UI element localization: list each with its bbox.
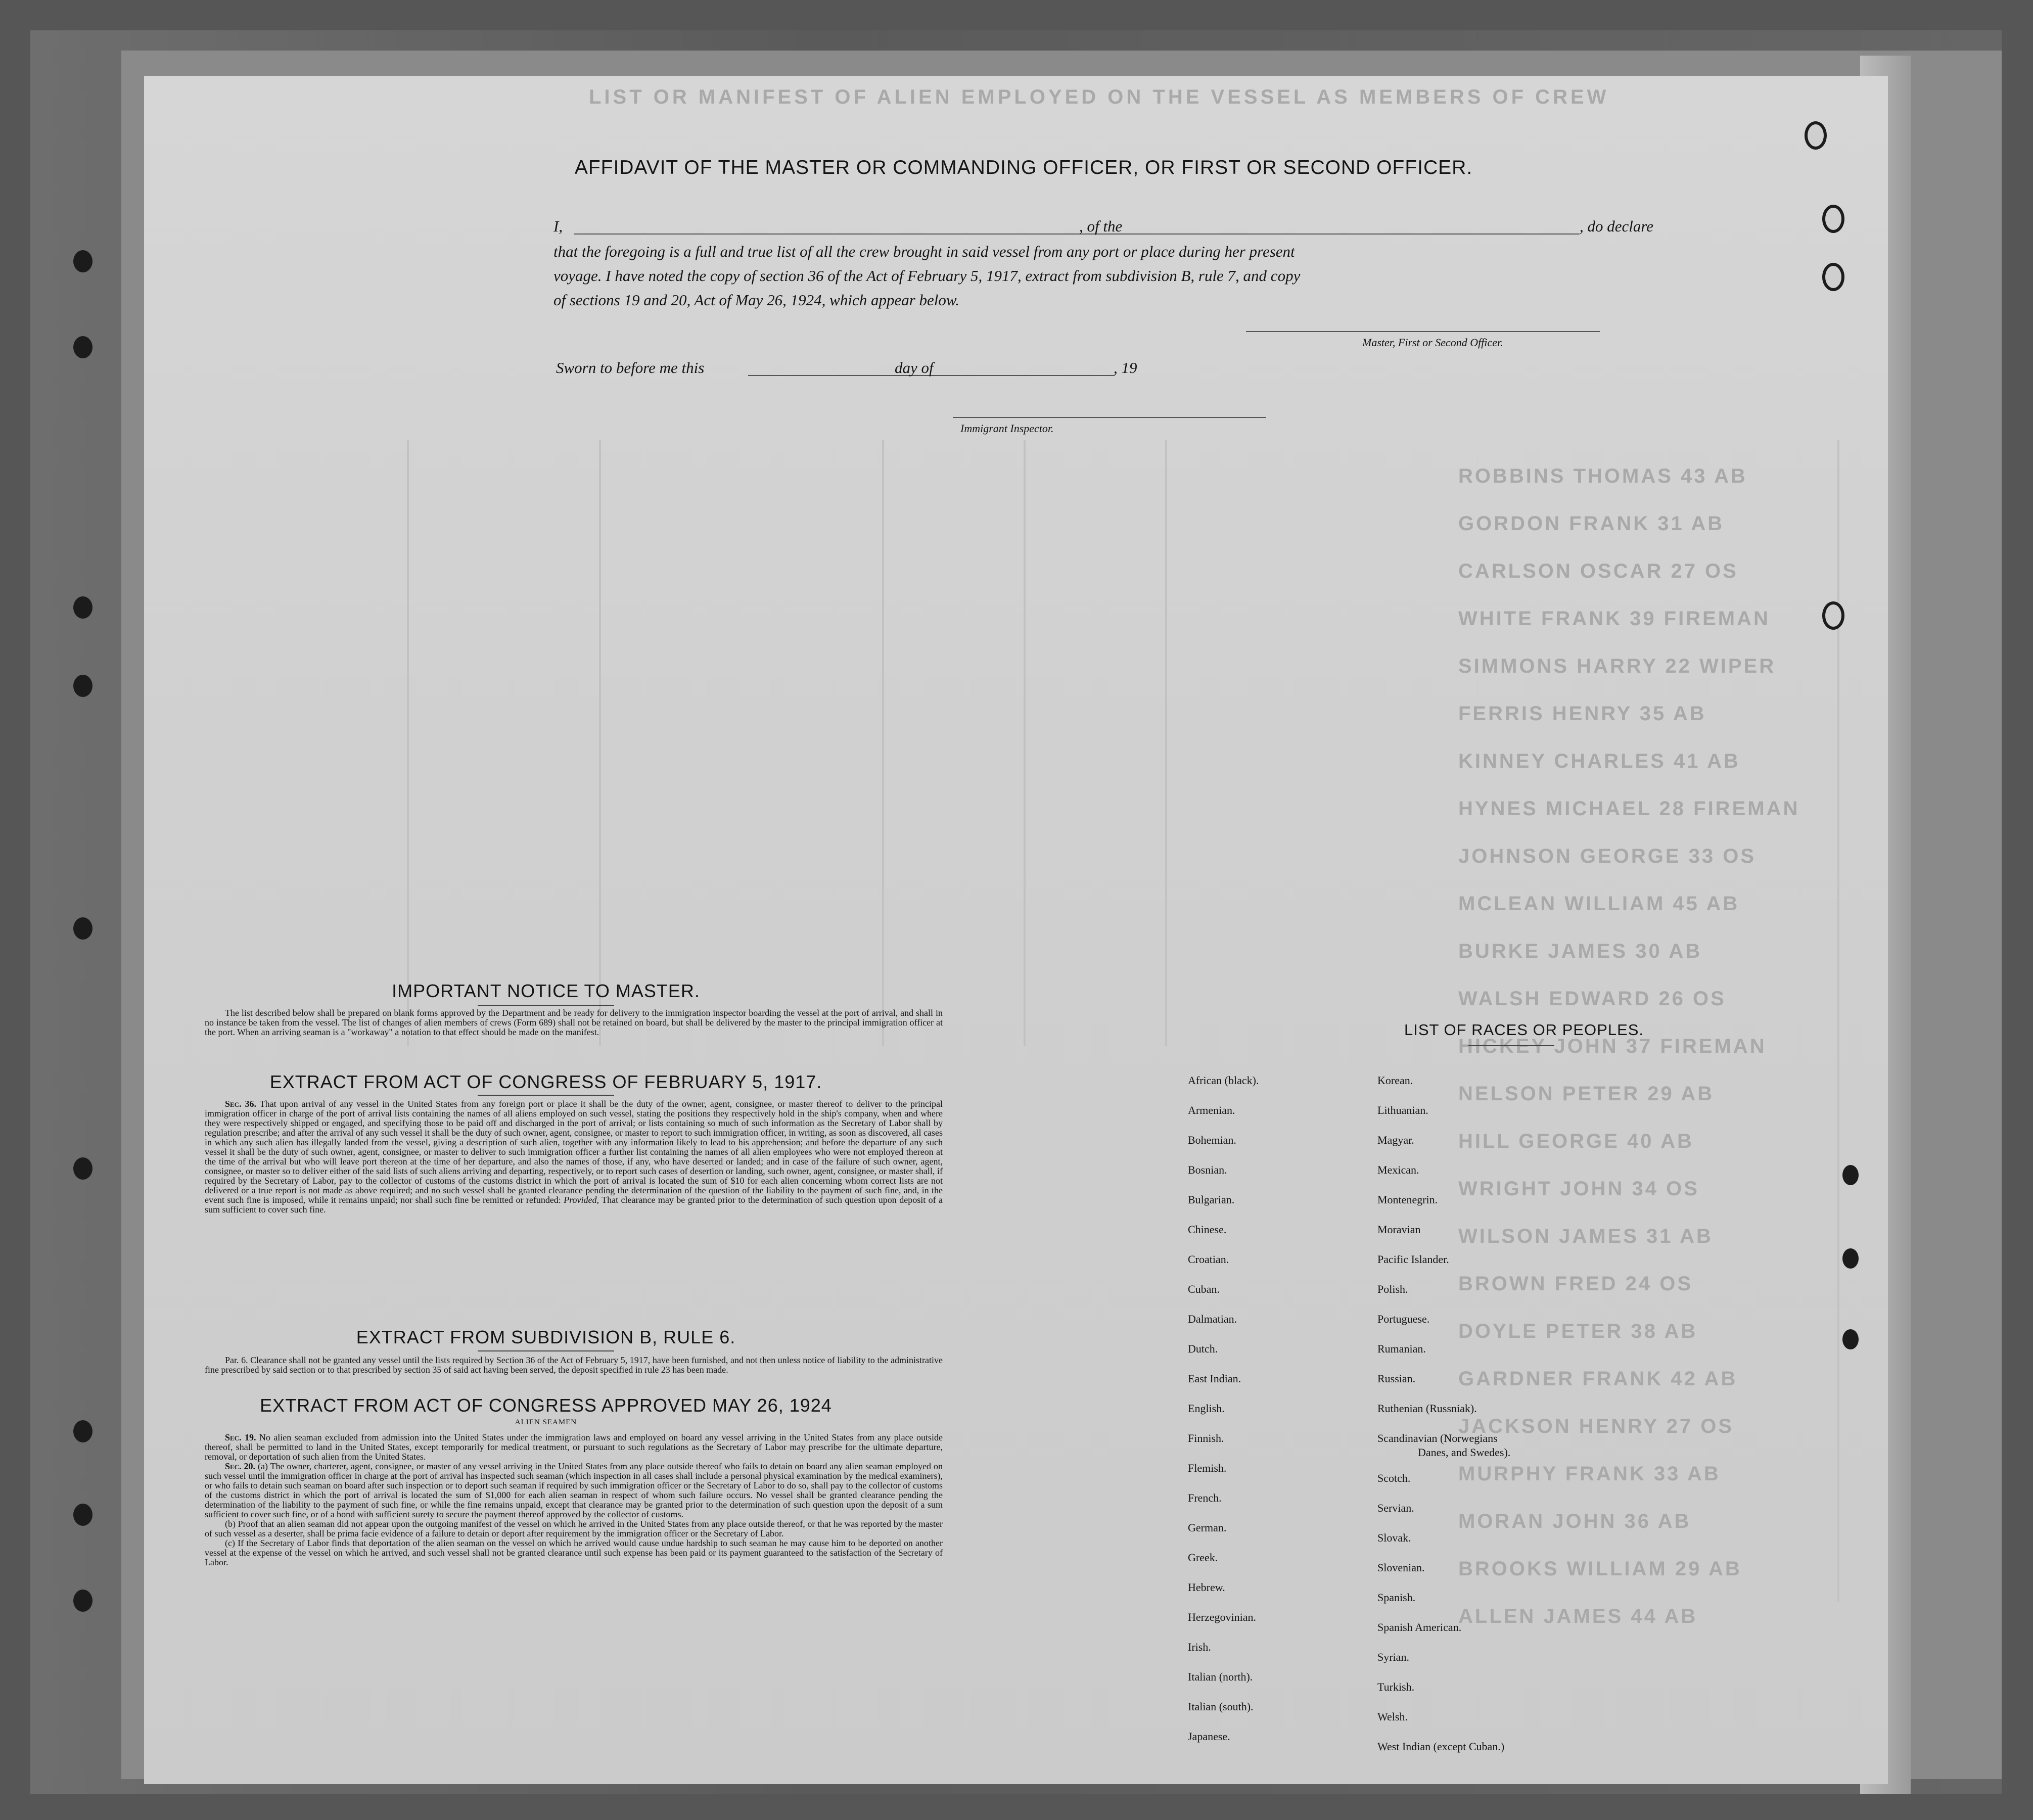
ghost-row: GORDON FRANK 31 AB <box>1458 512 1725 535</box>
month-blank[interactable] <box>948 375 1115 376</box>
inspector-label: Immigrant Inspector. <box>960 422 1054 435</box>
divider <box>478 1005 614 1006</box>
ghost-row: ROBBINS THOMAS 43 AB <box>1458 465 1747 487</box>
divider <box>478 1350 614 1351</box>
binder-hole <box>73 1157 93 1180</box>
race-item: Chinese. <box>1188 1223 1227 1236</box>
year-label: , 19 <box>1114 359 1137 377</box>
name-blank[interactable] <box>574 234 1150 235</box>
master-label: Master, First or Second Officer. <box>1362 336 1503 349</box>
race-item: English. <box>1188 1402 1225 1415</box>
race-item: Slovak. <box>1377 1531 1411 1544</box>
race-item: Korean. <box>1377 1074 1413 1087</box>
race-item: Spanish. <box>1377 1591 1416 1604</box>
divider <box>1468 1045 1554 1046</box>
race-item: Scandinavian (Norwegians <box>1377 1432 1498 1444</box>
race-item: Dalmatian. <box>1188 1313 1237 1325</box>
race-item: Lithuanian. <box>1377 1104 1428 1116</box>
affidavit-line-2: that the foregoing is a full and true list of all the crew brought in said vessel from any port or place during her present <box>553 243 1295 260</box>
sworn-label: Sworn to before me this <box>556 359 705 377</box>
race-item: Armenian. <box>1188 1104 1235 1116</box>
ghost-row: MURPHY FRANK 33 AB <box>1458 1463 1721 1485</box>
sec20b-text: (b) Proof that an alien seaman did not appear upon the outgoing manifest of the vessel on which he arrived in the United States from any place outside thereof, or that he was reported by the master of such vessel as a deserter, shall be prima facie evidence of a failure to detain or deport after requirement by the immigration officer or the Secretary of Labor. <box>205 1519 943 1538</box>
race-item: Irish. <box>1188 1641 1211 1653</box>
binder-hole <box>73 1590 93 1612</box>
race-item: Italian (south). <box>1188 1700 1254 1713</box>
binder-ring <box>1805 121 1827 150</box>
ghost-row: FERRIS HENRY 35 AB <box>1458 703 1706 725</box>
inspector-signature-blank[interactable] <box>953 417 1266 418</box>
day-of-label: day of <box>895 359 934 377</box>
sec20-label: Sec. 20. <box>225 1461 256 1471</box>
binder-hole <box>1842 1329 1859 1349</box>
sec19-text: No alien seaman excluded from admission into the United States under the immigration laws and employed on board any vessel arriving in the United States from any place outside thereof, shall be permitted to land in the United States, except temporarily for medical treatment, or pursuant to such regulations as the Secretary of Labor may prescribe for the ultimate departure, removal, or deportation of such alien from the United States. <box>205 1432 943 1462</box>
binder-ring <box>1822 205 1844 233</box>
ghost-row: BURKE JAMES 30 AB <box>1458 940 1702 962</box>
ghost-column <box>599 440 601 1046</box>
race-item: Bulgarian. <box>1188 1193 1235 1206</box>
section-36-end: That clearance may be granted prior to the determination of such question upon deposit of a sum sufficient to cover such fine. <box>205 1195 943 1215</box>
race-item: African (black). <box>1188 1074 1259 1087</box>
race-item: Pacific Islander. <box>1377 1253 1449 1266</box>
affidavit-i: I, <box>553 217 563 235</box>
extract-1924-text <box>205 1433 943 1567</box>
race-item: Hebrew. <box>1188 1581 1225 1594</box>
ghost-row: MORAN JOHN 36 AB <box>1458 1510 1691 1532</box>
binder-hole <box>73 675 93 697</box>
binder-hole <box>1842 1248 1859 1269</box>
ghost-row: SIMMONS HARRY 22 WIPER <box>1458 655 1776 677</box>
ghost-row: JACKSON HENRY 27 OS <box>1458 1415 1734 1437</box>
race-item: Finnish. <box>1188 1432 1224 1444</box>
affidavit-line-4: of sections 19 and 20, Act of May 26, 1924, which appear below. <box>553 291 960 309</box>
race-item-continued: Danes, and Swedes). <box>1418 1446 1511 1459</box>
race-item: Portuguese. <box>1377 1313 1430 1325</box>
ghost-row: KINNEY CHARLES 41 AB <box>1458 750 1740 772</box>
race-item: Welsh. <box>1377 1710 1408 1723</box>
ghost-row: MCLEAN WILLIAM 45 AB <box>1458 893 1740 915</box>
binder-ring <box>1822 601 1844 630</box>
ghost-column <box>882 440 884 1046</box>
extract-rule6-title: EXTRACT FROM SUBDIVISION B, RULE 6. <box>356 1327 736 1347</box>
affidavit-of-the: , of the <box>1079 217 1123 235</box>
race-item: Turkish. <box>1377 1681 1415 1693</box>
rule6-paragraph: Par. 6. Clearance shall not be granted any vessel until the lists required by Section 36 of the Act of February 5, 1917, have been furnished, and not then unless notice of liability to the administrative fine prescribed by said section or to that prescribed by section 35 of said act having been served, the deposit specified in rule 23 has been made. <box>205 1355 943 1375</box>
race-item: Rumanian. <box>1377 1342 1426 1355</box>
binder-hole <box>73 596 93 619</box>
race-item: Herzegovinian. <box>1188 1611 1256 1623</box>
race-item: Cuban. <box>1188 1283 1220 1295</box>
race-item: Servian. <box>1377 1502 1414 1514</box>
master-signature-blank[interactable] <box>1246 331 1600 332</box>
race-item: Russian. <box>1377 1372 1416 1385</box>
extract-1917-title: EXTRACT FROM ACT OF CONGRESS OF FEBRUARY 5, 1917. <box>269 1071 822 1092</box>
race-item: Bosnian. <box>1188 1163 1227 1176</box>
ghost-row: WALSH EDWARD 26 OS <box>1458 988 1726 1010</box>
notice-title: IMPORTANT NOTICE TO MASTER. <box>392 981 700 1001</box>
races-title: LIST OF RACES OR PEOPLES. <box>1404 1021 1644 1039</box>
ghost-row: WILSON JAMES 31 AB <box>1458 1225 1713 1247</box>
race-item: Mexican. <box>1377 1163 1419 1176</box>
sec20a-text: (a) The owner, charterer, agent, consignee, or master of any vessel arriving in the United States from any place outside thereof who fails to detain on board any alien seaman employed on such vessel until the immigration officer in charge at the port of arrival has inspected such seaman (which inspection in all cases shall include a personal physical examination by the medical examiners), or who fails to detain such seaman on board after such inspection or to deport such seaman if required by such immigration officer or the Secretary of Labor to do so, shall pay to the collector of customs of the customs district in which the port of arrival is located the sum of $1,000 for each alien seaman in respect of whom such failure occurs. No vessel shall be granted clearance pending the determination of the liability to the payment of such fine, or while the fine remains unpaid, except that clearance may be granted prior to the determination of such question upon the deposit of a sum sufficient to cover such fine, or of a bond with sufficient surety to secure the payment thereof approved by the collector of customs. <box>205 1461 943 1519</box>
document-page <box>144 76 1888 1784</box>
race-item: Magyar. <box>1377 1134 1414 1146</box>
ghost-row: HICKEY JOHN 37 FIREMAN <box>1458 1035 1767 1057</box>
ghost-row: WHITE FRANK 39 FIREMAN <box>1458 608 1770 630</box>
sec19-label: Sec. 19. <box>225 1432 256 1442</box>
extract-1917-text <box>205 1099 943 1215</box>
ghost-title: LIST OR MANIFEST OF ALIEN EMPLOYED ON THE VESSEL AS MEMBERS OF CREW <box>589 86 1609 108</box>
race-item: Dutch. <box>1188 1342 1218 1355</box>
binder-hole <box>73 1420 93 1442</box>
race-item: French. <box>1188 1491 1222 1504</box>
race-item: Croatian. <box>1188 1253 1229 1266</box>
race-item: Scotch. <box>1377 1472 1411 1484</box>
race-item: Moravian <box>1377 1223 1421 1236</box>
ghost-row: BROOKS WILLIAM 29 AB <box>1458 1558 1742 1580</box>
race-item: German. <box>1188 1521 1227 1534</box>
ghost-row: WRIGHT JOHN 34 OS <box>1458 1178 1699 1200</box>
binder-hole <box>73 1504 93 1526</box>
affidavit-title: AFFIDAVIT OF THE MASTER OR COMMANDING OFFICER, OR FIRST OR SECOND OFFICER. <box>574 157 1473 178</box>
notice-paragraph: The list described below shall be prepared on blank forms approved by the Department and be ready for delivery to the immigration inspector boarding the vessel at the port of arrival, and shall in no instance be taken from the vessel. The list of changes of alien members of crews (Form 689) shall not be retained on board, but shall be delivered by the master to the principal immigration officer at the port. When an arriving seaman is a "workaway" a notation to that effect should be made on the manifest. <box>205 1008 943 1037</box>
ghost-column <box>407 440 409 1046</box>
alien-seamen-subtitle: ALIEN SEAMEN <box>515 1418 577 1426</box>
ghost-row: HYNES MICHAEL 28 FIREMAN <box>1458 798 1800 820</box>
ghost-column <box>1165 440 1167 1046</box>
race-item: Greek. <box>1188 1551 1218 1564</box>
race-item: Slovenian. <box>1377 1561 1425 1574</box>
binder-hole <box>73 250 93 272</box>
ghost-row: GARDNER FRANK 42 AB <box>1458 1368 1738 1390</box>
binder-hole <box>1842 1165 1859 1185</box>
provided-word: Provided, <box>564 1195 599 1205</box>
ghost-row: DOYLE PETER 38 AB <box>1458 1320 1698 1342</box>
race-item: Flemish. <box>1188 1462 1227 1474</box>
ghost-row: ALLEN JAMES 44 AB <box>1458 1605 1698 1627</box>
binder-ring <box>1822 263 1844 291</box>
extract-rule6-text <box>205 1356 943 1375</box>
extract-1924-title: EXTRACT FROM ACT OF CONGRESS APPROVED MAY 26, 1924 <box>260 1395 832 1416</box>
race-item: Polish. <box>1377 1283 1408 1295</box>
ghost-row: HILL GEORGE 40 AB <box>1458 1130 1694 1152</box>
divider <box>478 1095 614 1096</box>
ghost-row: BROWN FRED 24 OS <box>1458 1273 1693 1295</box>
section-label: Sec. 36. <box>225 1099 257 1109</box>
race-item: West Indian (except Cuban.) <box>1377 1740 1505 1753</box>
sec20c-text: (c) If the Secretary of Labor finds that deportation of the alien seaman on the vessel on which he arrived would cause undue hardship to such seaman he may cause him to be deported on another vessel at the expense of the vessel on which he arrived, and such vessel shall not be granted clearance until such expense has been paid or its payment guaranteed to the satisfaction of the Secretary of Labor. <box>205 1538 943 1567</box>
ghost-row: NELSON PETER 29 AB <box>1458 1083 1715 1105</box>
vessel-blank[interactable] <box>1150 234 1580 235</box>
affidavit-line-3: voyage. I have noted the copy of section 36 of the Act of February 5, 1917, extract from subdivision B, rule 7, and copy <box>553 267 1301 285</box>
ghost-row: CARLSON OSCAR 27 OS <box>1458 560 1738 582</box>
notice-text <box>205 1008 943 1037</box>
race-item: Japanese. <box>1188 1730 1230 1743</box>
race-item: East Indian. <box>1188 1372 1241 1385</box>
race-item: Spanish American. <box>1377 1621 1462 1634</box>
race-item: Montenegrin. <box>1377 1193 1438 1206</box>
section-36-text: That upon arrival of any vessel in the United States from any foreign port or place it shall be the duty of the owner, agent, consignee, or master thereof to deliver to the principal immigration officer in charge of the port of arrival lists containing the names of all aliens employed on such vessel, stating the positions they respectively hold in the ship's company, when and where they were respectively shipped or engaged, and specifying those to be paid off and discharged in the port of arrival; or lists containing so much of such information as the Secretary of Labor shall by regulation prescribe; and after the arrival of any such vessel it shall be the duty of such owner, agent, consignee, or master to report to such immigration officer, in writing, as soon as discovered, all cases in which any such alien has illegally landed from the vessel, giving a description of such alien, together with any information likely to lead to his apprehension; and before the departure of any such vessel it shall be the duty of such owner, agent, consignee, or master to deliver to such immigration officer a further list containing the names of all alien employees who were not employed thereon at the time of the arrival but who will leave port thereon at the time of her departure, and also the names of those, if any, who have deserted or landed; and in case of the failure of such owner, agent, consignee, or master so to deliver either of the said lists of such aliens arriving and departing, respectively, or to report such cases of desertion or landing, such owner, agent, consignee, or master shall, if required by the Secretary of Labor, pay to the collector of customs of the customs district in which the port of arrival is located the sum of $10 for each alien concerning whom correct lists are not delivered or a true report is not made as above required; and no such vessel shall be granted clearance pending the determination of the question of the liability to the payment of such fine, and, in the event such fine is imposed, while it remains unpaid; nor shall such fine be remitted or refunded: <box>205 1099 943 1205</box>
race-item: Bohemian. <box>1188 1134 1236 1146</box>
race-item: Italian (north). <box>1188 1670 1253 1683</box>
race-item: Ruthenian (Russniak). <box>1377 1402 1477 1415</box>
ghost-row: JOHNSON GEORGE 33 OS <box>1458 845 1757 867</box>
binder-hole <box>73 917 93 940</box>
race-item: Syrian. <box>1377 1651 1409 1663</box>
affidavit-declare: , do declare <box>1580 217 1654 235</box>
ghost-column <box>1024 440 1026 1046</box>
binder-hole <box>73 336 93 358</box>
